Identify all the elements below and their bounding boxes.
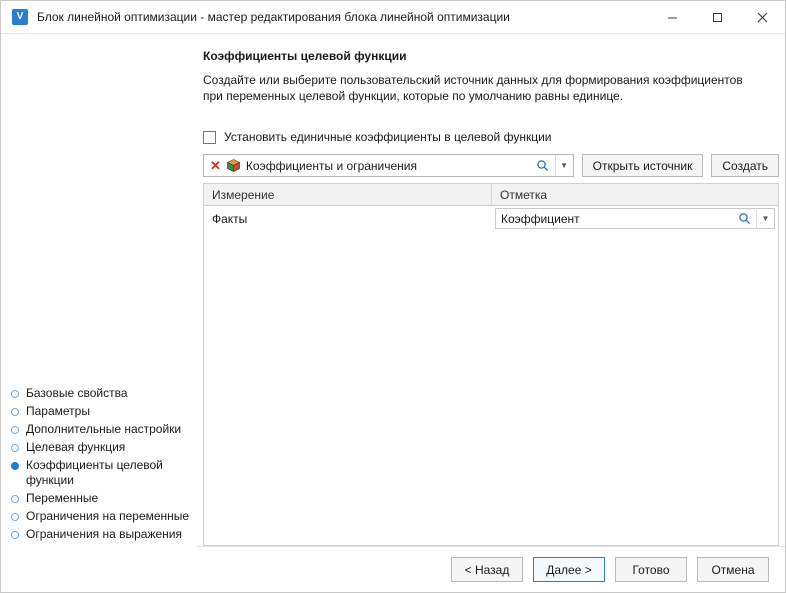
sidebar-item-label: Коэффициенты целевой функции [26,458,163,487]
sidebar-item-variables[interactable] [11,491,191,506]
title-bar [1,1,785,34]
sidebar-item-additional-settings[interactable] [11,422,191,437]
sidebar-item-label: Ограничения на выражения [26,527,182,541]
mark-combo[interactable] [495,208,775,229]
data-source-value: Коэффициенты и ограничения [245,158,417,173]
sidebar-item-label: Целевая функция [26,440,126,454]
clear-icon[interactable]: ✕ [210,158,221,173]
unit-coefficients-label: Установить единичные коэффициенты в целевой функции [224,130,552,144]
cell-dimension: Факты [212,211,248,226]
step-bullet-icon [11,495,19,503]
data-source-combo[interactable] [203,154,574,177]
page-description: Создайте или выберите пользовательский источник данных для формирования коэффициентов при переменных целевой функции, которые по умолчанию равны единице. [203,73,743,103]
column-header-mark: Отметка [500,187,548,202]
wizard-steps-nav [1,34,197,592]
step-bullet-icon [11,408,19,416]
table-header [204,184,778,206]
window-body [1,34,785,592]
sidebar-item-label: Базовые свойства [26,386,128,400]
sidebar-item-expression-constraints[interactable] [11,527,191,542]
chevron-down-icon[interactable]: ▼ [555,155,573,176]
maximize-icon[interactable] [695,1,740,33]
step-bullet-icon [11,426,19,434]
window-title: Блок линейной оптимизации - мастер редактирования блока линейной оптимизации [37,10,510,24]
step-bullet-icon [11,462,19,470]
open-source-button[interactable]: Открыть источник [582,154,704,177]
finish-button[interactable]: Готово [615,557,687,582]
coefficients-table [203,183,779,546]
search-icon[interactable] [531,159,555,172]
sidebar-item-parameters[interactable] [11,404,191,419]
unit-coefficients-checkbox[interactable] [203,131,216,144]
next-button[interactable]: Далее > [533,557,605,582]
sidebar-item-variable-constraints[interactable] [11,509,191,524]
sidebar-item-label: Переменные [26,491,99,505]
step-bullet-icon [11,531,19,539]
sidebar-item-objective-coefficients[interactable] [11,458,191,488]
data-source-row [203,154,779,177]
cube-icon [226,158,241,173]
main-pane [197,34,785,592]
sidebar-item-label: Ограничения на переменные [26,509,190,523]
window-controls [650,1,785,33]
app-icon: V [12,9,28,25]
table-row[interactable] [204,206,778,231]
unit-coefficients-checkbox-row[interactable] [203,130,551,144]
search-icon[interactable] [732,212,756,225]
chevron-down-icon[interactable]: ▼ [756,208,774,229]
sidebar-item-label: Параметры [26,404,90,418]
sidebar-item-label: Дополнительные настройки [26,422,182,436]
column-header-dimension: Измерение [204,184,492,205]
sidebar-item-base-properties[interactable] [11,386,191,401]
minimize-icon[interactable] [650,1,695,33]
step-bullet-icon [11,390,19,398]
cancel-button[interactable]: Отмена [697,557,769,582]
step-bullet-icon [11,444,19,452]
step-bullet-icon [11,513,19,521]
close-icon[interactable] [740,1,785,33]
back-button[interactable]: < Назад [451,557,523,582]
wizard-footer [197,546,785,592]
cell-mark [492,206,778,231]
mark-value: Коэффициент [501,211,580,226]
sidebar-item-objective-function[interactable] [11,440,191,455]
create-source-button[interactable]: Создать [711,154,779,177]
page-title: Коэффициенты целевой функции [203,49,407,63]
